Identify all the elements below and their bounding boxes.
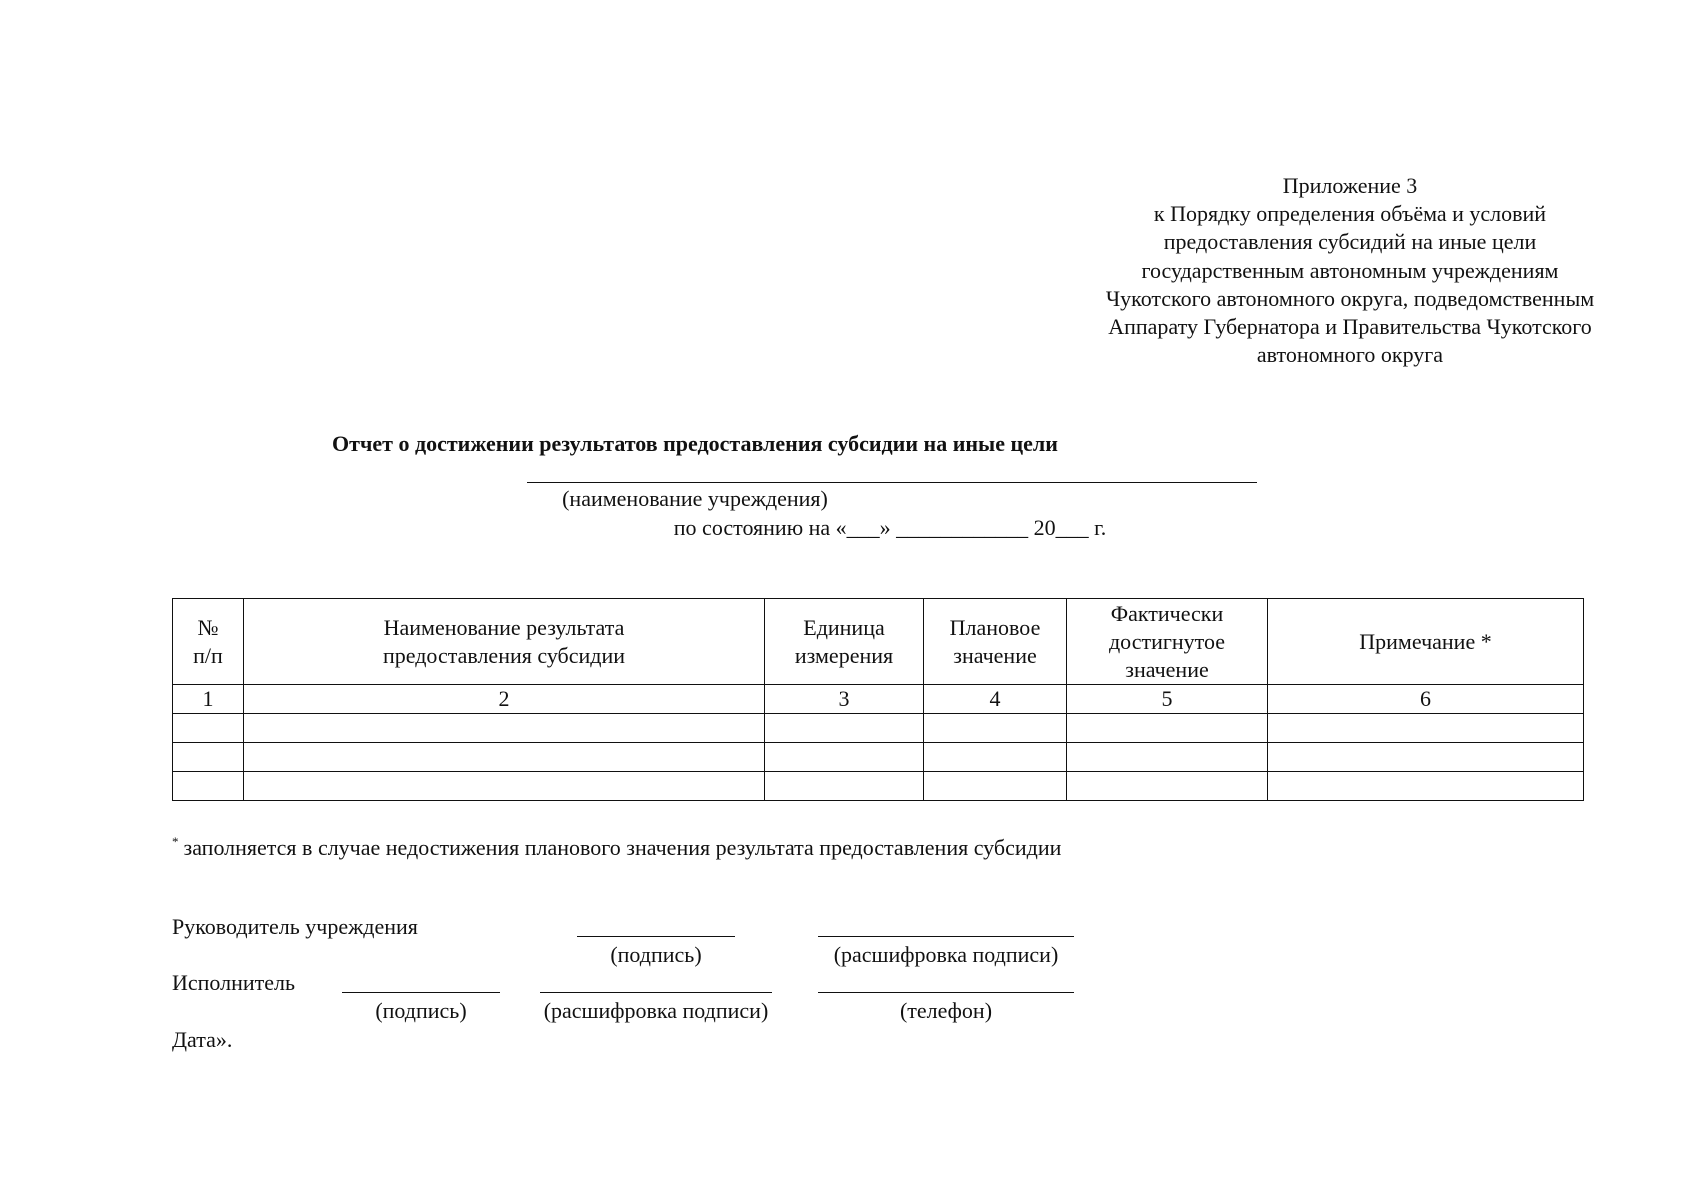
column-number: 5 — [1067, 685, 1268, 714]
table-cell — [1067, 772, 1268, 801]
table-row — [173, 743, 1584, 772]
table-cell — [1067, 743, 1268, 772]
table-row — [173, 714, 1584, 743]
table-cell — [765, 772, 924, 801]
institution-name-blank — [527, 482, 1257, 483]
header-cell-actual — [1067, 599, 1268, 685]
header-text: Единица измерения — [794, 614, 894, 668]
appendix-line: к Порядку определения объёма и условий — [1153, 201, 1547, 227]
table-cell — [1067, 714, 1268, 743]
executor-phone-caption: (телефон) — [899, 998, 993, 1023]
header-text: Примечание * — [1359, 628, 1492, 654]
head-decoding-blank — [818, 936, 1074, 937]
table-cell — [244, 714, 765, 743]
column-number: 2 — [244, 685, 765, 714]
report-title: Отчет о достижении результатов предоставления субсидии на иные цели — [332, 431, 1058, 456]
header-text: № п/п — [193, 614, 223, 668]
table-cell — [244, 743, 765, 772]
table-cell — [1268, 743, 1584, 772]
header-cell-note — [1268, 599, 1584, 685]
table-cell — [1268, 714, 1584, 743]
column-number: 4 — [924, 685, 1067, 714]
column-number: 1 — [173, 685, 244, 714]
table-cell — [173, 772, 244, 801]
appendix-line: предоставления субсидий на иные цели — [1163, 229, 1537, 255]
table-cell — [173, 714, 244, 743]
head-decoding-caption: (расшифровка подписи) — [833, 942, 1059, 967]
table-cell — [173, 743, 244, 772]
header-cell-result-name — [244, 599, 765, 685]
header-cell-unit — [765, 599, 924, 685]
column-number: 3 — [765, 685, 924, 714]
appendix-line: автономного округа — [1256, 342, 1444, 368]
date-label: Дата». — [172, 1027, 233, 1052]
table-cell — [244, 772, 765, 801]
table-cell — [765, 743, 924, 772]
appendix-line: Чукотского автономного округа, подведомственным — [1105, 285, 1595, 311]
footnote — [172, 828, 1061, 862]
results-table — [172, 598, 1584, 801]
column-number-row — [173, 685, 1584, 714]
table-row — [173, 772, 1584, 801]
executor-signature-blank — [342, 992, 500, 993]
table-cell — [924, 714, 1067, 743]
institution-caption: (наименование учреждения) — [562, 486, 828, 511]
head-signature-caption: (подпись) — [610, 942, 702, 967]
head-signature-blank — [577, 936, 735, 937]
table-cell — [924, 743, 1067, 772]
footnote-text: заполняется в случае недостижения планового значения результата предоставления субсидии — [183, 835, 1062, 860]
table-cell — [765, 714, 924, 743]
executor-phone-blank — [818, 992, 1074, 993]
appendix-line: Аппарату Губернатора и Правительства Чукотского — [1108, 314, 1592, 340]
header-cell-planned — [924, 599, 1067, 685]
header-text: Плановое значение — [949, 614, 1041, 668]
table-cell — [1268, 772, 1584, 801]
executor-signature-caption: (подпись) — [375, 998, 467, 1023]
header-text: Фактически достигнутое значение — [1108, 600, 1226, 682]
header-text: Наименование результата предоставления субсидии — [382, 614, 626, 668]
footnote-mark: * — [172, 834, 179, 849]
table-cell — [924, 772, 1067, 801]
executor-label: Исполнитель — [172, 970, 296, 995]
appendix-line: государственным автономным учреждениям — [1141, 257, 1559, 283]
date-line: по состоянию на «___» ____________ 20___ г. — [673, 515, 1107, 540]
appendix-line: Приложение 3 — [1282, 173, 1418, 198]
appendix-block — [1040, 172, 1660, 369]
column-number: 6 — [1268, 685, 1584, 714]
executor-decoding-blank — [540, 992, 772, 993]
head-label: Руководитель учреждения — [172, 914, 418, 939]
header-cell-number — [173, 599, 244, 685]
executor-decoding-caption: (расшифровка подписи) — [543, 998, 769, 1023]
table-header-row — [173, 599, 1584, 685]
